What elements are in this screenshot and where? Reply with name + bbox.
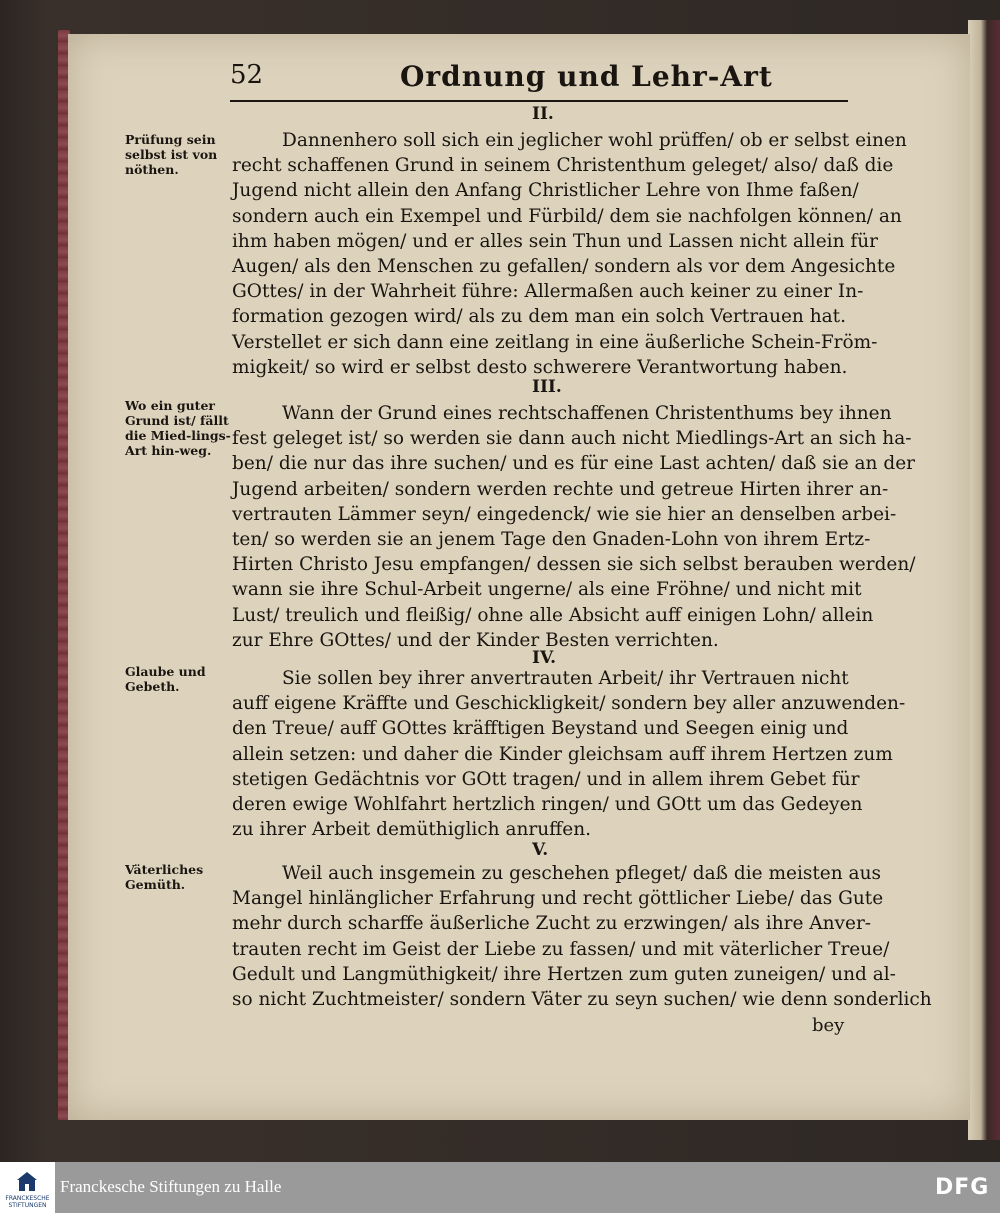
text-line: sondern auch ein Exempel und Fürbild/ dem sie nachfolgen können/ an	[232, 205, 902, 227]
text-line: mehr durch scharffe äußerliche Zucht zu erzwingen/ als ihre Anver-	[232, 913, 872, 935]
text-line: Sie sollen bey ihrer anvertrauten Arbeit/ ihr Vertrauen nicht	[282, 668, 849, 689]
section-number: III.	[532, 377, 562, 397]
text-line: Verstellet er sich dann eine zeitlang in eine äußerliche Schein-Fröm-	[232, 331, 878, 353]
text-line: allein setzen: und daher die Kinder gleichsam auff ihrem Hertzen zum	[232, 743, 893, 765]
text-line: fest geleget ist/ so werden sie dann auch nicht Miedlings-Art an sich ha-	[232, 428, 912, 450]
text-line: so nicht Zuchtmeister/ sondern Väter zu seyn suchen/ wie denn sonderlich	[232, 989, 932, 1011]
text-line: Jugend arbeiten/ sondern werden rechte und getreue Hirten ihrer an-	[232, 478, 889, 500]
text-line: Weil auch insgemein zu geschehen pfleget/ daß die meisten aus	[282, 863, 881, 884]
building-icon	[16, 1170, 38, 1192]
text-line: Dannenhero soll sich ein jeglicher wohl prüffen/ ob er selbst einen	[282, 130, 907, 151]
paragraph	[232, 861, 932, 1012]
text-line: Wann der Grund eines rechtschaffenen Christenthums bey ihnen	[282, 403, 892, 424]
margin-note: Prüfung sein selbst ist von nöthen.	[125, 132, 218, 177]
dfg-logo[interactable]: DFG	[935, 1175, 990, 1200]
margin-note: Glaube und Gebeth.	[125, 664, 206, 694]
text-line: zur Ehre GOttes/ und der Kinder Besten verrichten.	[232, 629, 719, 651]
text-line: deren ewige Wohlfahrt hertzlich ringen/ und GOtt um das Gedeyen	[232, 794, 863, 816]
text-line: Gedult und Langmüthigkeit/ ihre Hertzen zum guten zuneigen/ und al-	[232, 963, 896, 985]
text-line: Hirten Christo Jesu empfangen/ dessen sie sich selbst berauben werden/	[232, 554, 916, 576]
section-number: IV.	[532, 648, 557, 668]
paragraph	[232, 128, 907, 380]
paragraph	[232, 666, 906, 842]
section-number: II.	[532, 104, 554, 124]
text-line: migkeit/ so wird er selbst desto schwerere Verantwortung haben.	[232, 356, 848, 378]
section-number: V.	[532, 840, 549, 860]
text-line: Lust/ treulich und fleißig/ ohne alle Absicht auff einigen Lohn/ allein	[232, 604, 874, 626]
text-line: den Treue/ auff GOttes kräfftigen Beystand und Seegen einig und	[232, 718, 849, 740]
text-line: stetigen Gedächtnis vor GOtt tragen/ und in allem ihrem Gebet für	[232, 768, 860, 790]
page-header	[230, 60, 848, 102]
paragraph	[232, 401, 916, 653]
text-line: Jugend nicht allein den Anfang Christlicher Lehre von Ihme faßen/	[232, 180, 859, 202]
text-line: GOttes/ in der Wahrheit führe: Allermaßen auch keiner zu einer In-	[232, 281, 864, 303]
text-line: ben/ die nur das ihre suchen/ und es für eine Last achten/ daß sie an der	[232, 453, 915, 475]
text-line: formation gezogen wird/ als zu dem man ein solch Vertrauen hat.	[232, 306, 846, 328]
text-line: ten/ so werden sie an jenem Tage den Gnaden-Lohn von ihrem Ertz-	[232, 529, 871, 551]
book-cover-right-edge	[968, 20, 1000, 1140]
text-line: Mangel hinlänglicher Erfahrung und recht göttlicher Liebe/ das Gute	[232, 888, 884, 910]
logo-text: FRANCKESCHE STIFTUNGEN	[5, 1195, 50, 1209]
text-line: ihm haben mögen/ und er alles sein Thun und Lassen nicht allein für	[232, 230, 878, 252]
text-line: zu ihrer Arbeit demüthiglich anruffen.	[232, 819, 592, 841]
institution-name[interactable]: Franckesche Stiftungen zu Halle	[60, 1177, 282, 1196]
running-title: Ordnung und Lehr-Art	[400, 60, 773, 93]
viewer-footer	[0, 1162, 1000, 1213]
text-line: auff eigene Kräffte und Geschickligkeit/ sondern bey aller anzuwenden-	[232, 693, 906, 715]
margin-note: Väterliches Gemüth.	[125, 862, 204, 892]
text-line: vertrauten Lämmer seyn/ eingedenck/ wie sie hier an denselben arbei-	[232, 503, 897, 525]
text-line: recht schaffenen Grund in seinem Christenthum geleget/ also/ daß die	[232, 155, 894, 177]
page-number: 52	[230, 60, 264, 90]
margin-note: Wo ein guter Grund ist/ fällt die Mied-lings-Art hin-weg.	[125, 398, 231, 458]
text-line: trauten recht im Geist der Liebe zu fassen/ und mit väterlicher Treue/	[232, 938, 890, 960]
catchword: bey	[812, 1015, 845, 1036]
text-line: wann sie ihre Schul-Arbeit ungerne/ als eine Fröhne/ und nicht mit	[232, 579, 862, 601]
text-line: Augen/ als den Menschen zu gefallen/ sondern als vor dem Angesichte	[232, 256, 896, 278]
institution-logo[interactable]	[0, 1162, 55, 1213]
